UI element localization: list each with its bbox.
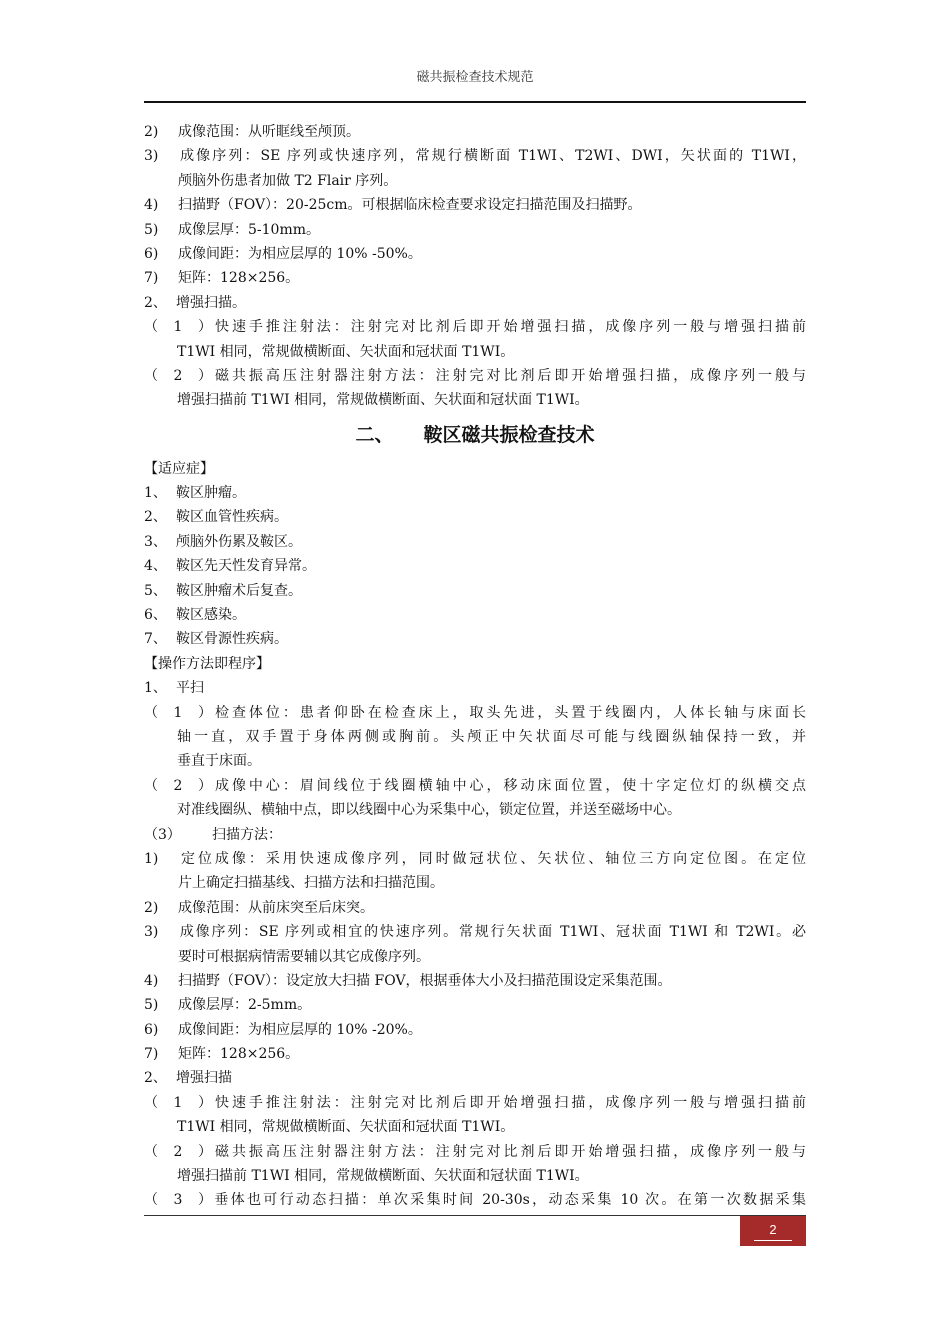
list-number: 6、 [144, 607, 167, 624]
section-title-text: 鞍区磁共振检查技术 [423, 423, 595, 446]
list-text: 磁共振高压注射器注射方法：注射完对比剂后即开始增强扫描，成像序列一般与 [212, 1143, 806, 1160]
list-continuation: 增强扫描前 T1WI 相同，常规做横断面、矢状面和冠状面 T1WI。 [177, 392, 589, 409]
list-text: 检查体位：患者仰卧在检查床上，取头先进，头置于线圈内，人体长轴与床面长 [212, 704, 806, 721]
subheading-indications: 【适应症】 [144, 460, 214, 477]
list-text: 颅脑外伤累及鞍区。 [176, 533, 302, 550]
list-item [144, 1042, 806, 1066]
list-item [144, 774, 806, 798]
list-number: （2） [144, 367, 212, 384]
list-item [144, 969, 806, 993]
list-text: 鞍区感染。 [176, 607, 246, 624]
list-item [144, 847, 806, 871]
list-number: 1、 [144, 680, 167, 697]
list-number: 2、 [144, 509, 167, 526]
list-number: 7、 [144, 631, 167, 648]
page-number-box [740, 1216, 806, 1246]
list-item [144, 1188, 806, 1212]
list-text: 成像中心：眉间线位于线圈横轴中心，移动床面位置，使十字定位灯的纵横交点 [212, 777, 806, 794]
list-text: 成像间距：为相应层厚的 10% -20%。 [178, 1021, 422, 1038]
list-number: （1） [144, 704, 212, 721]
section-number: 二、 [355, 423, 394, 446]
document-body [144, 120, 806, 1213]
list-item [144, 193, 806, 217]
list-number: 1) [144, 850, 159, 867]
list-item [144, 676, 806, 700]
list-item [144, 481, 806, 505]
list-number: 5) [144, 221, 159, 238]
list-item [144, 364, 806, 388]
list-continuation: T1WI 相同，常规做横断面、矢状面和冠状面 T1WI。 [177, 1119, 515, 1136]
footer-rule [144, 1215, 806, 1216]
list-text: 鞍区肿瘤。 [176, 485, 246, 502]
list-item [144, 920, 806, 944]
list-text: 扫描方法： [212, 826, 282, 843]
list-text: 鞍区先天性发育异常。 [176, 558, 316, 575]
list-text: 垂体也可行动态扫描：单次采集时间 20-30s，动态采集 10 次。在第一次数据采集 [212, 1192, 806, 1209]
list-number: 3、 [144, 533, 167, 550]
list-text: 鞍区肿瘤术后复查。 [176, 582, 302, 599]
list-continuation: T1WI 相同，常规做横断面、矢状面和冠状面 T1WI。 [177, 343, 515, 360]
list-number: 2) [144, 124, 159, 140]
list-text: 平扫 [176, 680, 204, 697]
list-number: 4) [144, 197, 159, 214]
list-item [144, 242, 806, 266]
list-number: 5、 [144, 582, 167, 599]
list-number: 3) [144, 148, 159, 165]
list-text: 定位成像：采用快速成像序列，同时做冠状位、矢状位、轴位三方向定位图。在定位 [178, 850, 806, 867]
list-item [144, 1140, 806, 1164]
list-text: 成像范围：从听眶线至颅顶。 [178, 124, 360, 140]
page-number: 2 [769, 1222, 777, 1237]
list-number: 6) [144, 1021, 159, 1038]
list-number: 2、 [144, 294, 167, 311]
list-item [144, 505, 806, 529]
list-item [144, 1091, 806, 1115]
list-item [144, 896, 806, 920]
list-item [144, 701, 806, 725]
list-number: （2） [144, 1143, 212, 1160]
list-number: 6) [144, 245, 159, 262]
list-text: 矩阵：128×256。 [178, 270, 300, 287]
list-number: 5) [144, 997, 159, 1014]
list-item [144, 579, 806, 603]
list-text: 成像范围：从前床突至后床突。 [178, 899, 374, 916]
list-item [144, 1066, 806, 1090]
list-text: 成像层厚：5-10mm。 [178, 221, 321, 238]
list-number: 2、 [144, 1070, 167, 1087]
list-number: （2） [144, 777, 212, 794]
list-item [144, 291, 806, 315]
section-title [144, 413, 806, 457]
list-item [144, 266, 806, 290]
list-continuation: 垂直于床面。 [177, 753, 261, 770]
list-text: 成像层厚：2-5mm。 [178, 997, 312, 1014]
list-text: 成像序列：SE 序列或相宜的快速序列。常规行矢状面 T1WI、冠状面 T1WI 和 T2WI。必 [178, 924, 806, 941]
list-continuation: 增强扫描前 T1WI 相同，常规做横断面、矢状面和冠状面 T1WI。 [177, 1168, 589, 1185]
list-text: 快速手推注射法：注射完对比剂后即开始增强扫描，成像序列一般与增强扫描前 [212, 319, 806, 336]
list-text: 磁共振高压注射器注射方法：注射完对比剂后即开始增强扫描，成像序列一般与 [212, 367, 806, 384]
indications-list [144, 481, 806, 652]
list-text: 增强扫描。 [176, 294, 246, 311]
list-number: 7) [144, 270, 159, 287]
list-text: 增强扫描 [176, 1070, 232, 1087]
list-item [144, 627, 806, 651]
list-text: 鞍区血管性疾病。 [176, 509, 288, 526]
list-item [144, 554, 806, 578]
list-continuation: 颅脑外伤患者加做 T2 Flair 序列。 [178, 172, 398, 189]
list-item [144, 823, 806, 847]
list-item [144, 120, 806, 144]
list-continuation: 要时可根据病情需要辅以其它成像序列。 [178, 948, 430, 965]
list-number: 4) [144, 972, 159, 989]
list-text: 扫描野（FOV）：设定放大扫描 FOV，根据垂体大小及扫描范围设定采集范围。 [178, 972, 672, 989]
list-number: 1、 [144, 485, 167, 502]
list-number: （1） [144, 319, 212, 336]
list-item [144, 315, 806, 339]
list-text: 鞍区骨源性疾病。 [176, 631, 288, 648]
list-text: 快速手推注射法：注射完对比剂后即开始增强扫描，成像序列一般与增强扫描前 [212, 1094, 806, 1111]
page-number-underline [754, 1240, 792, 1241]
list-continuation: 轴一直，双手置于身体两侧或胸前。头颅正中矢状面尽可能与线圈纵轴保持一致，并 [177, 728, 806, 745]
list-item [144, 530, 806, 554]
list-item [144, 144, 806, 168]
list-item [144, 993, 806, 1017]
page-header-title: 磁共振检查技术规范 [416, 70, 534, 85]
list-continuation: 片上确定扫描基线、扫描方法和扫描范围。 [178, 875, 444, 892]
list-number: 3) [144, 924, 159, 941]
list-item [144, 603, 806, 627]
list-text: 成像序列：SE 序列或快速序列，常规行横断面 T1WI、T2WI、DWI，矢状面的 T1WI， [178, 148, 806, 165]
list-number: 2) [144, 899, 159, 916]
list-text: 扫描野（FOV）：20-25cm。可根据临床检查要求设定扫描范围及扫描野。 [178, 197, 642, 214]
list-number: （1） [144, 1094, 212, 1111]
list-number: （3） [144, 826, 181, 843]
header-rule [144, 101, 806, 103]
list-number: 7) [144, 1046, 159, 1063]
list-text: 矩阵：128×256。 [178, 1046, 300, 1063]
list-item [144, 1018, 806, 1042]
list-text: 成像间距：为相应层厚的 10% -50%。 [178, 245, 422, 262]
list-number: 4、 [144, 558, 167, 575]
list-item [144, 218, 806, 242]
list-continuation: 对准线圈纵、横轴中点，即以线圈中心为采集中心，锁定位置，并送至磁场中心。 [177, 802, 681, 819]
subheading-procedure: 【操作方法即程序】 [144, 655, 270, 672]
list-number: （3） [144, 1192, 212, 1209]
